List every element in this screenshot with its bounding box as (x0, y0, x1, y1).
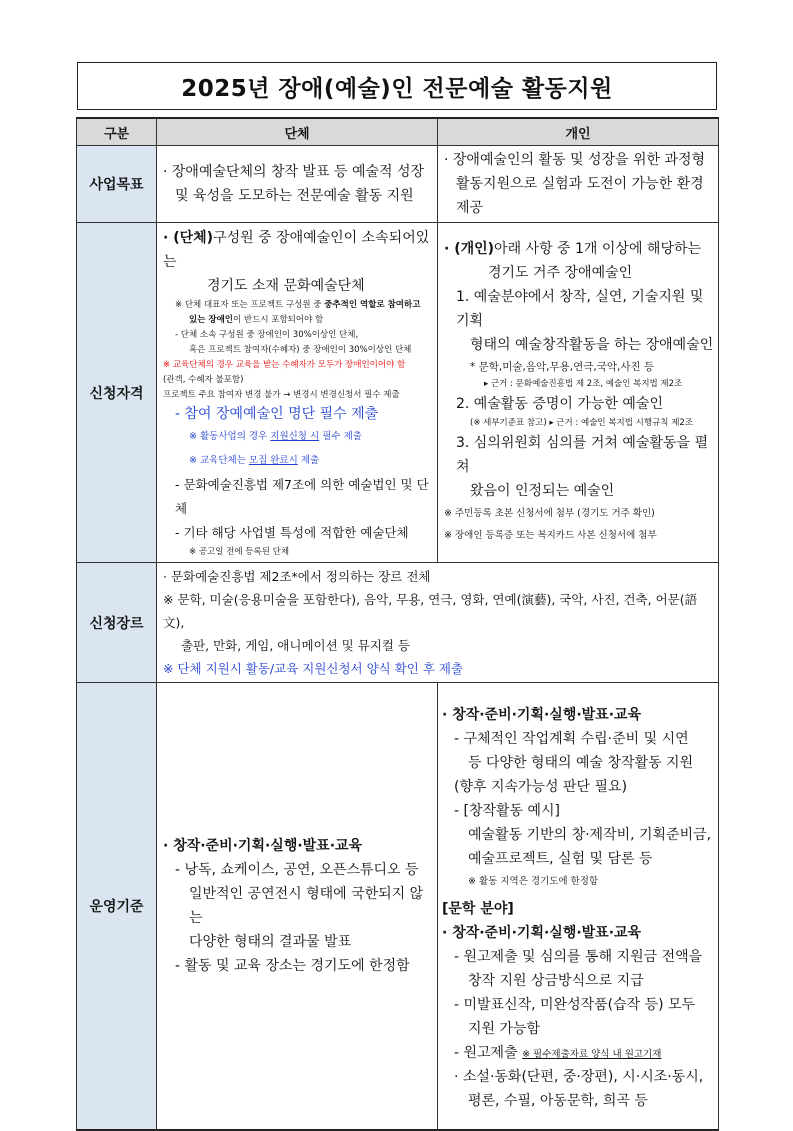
elig-group-n5: 프로젝트 주요 참여자 변경 불가 → 변경시 변경신청서 필수 제출 (163, 390, 400, 400)
elig-group-n1b: 중추적인 역할로 참여하고 (324, 300, 421, 310)
elig-indiv-i1d: ▸ 근거 : 문화예술진흥법 제 2조, 예술인 복지법 제2조 (484, 379, 683, 389)
crit-indiv-c5b: ※ 필수제출자료 양식 내 원고기재 (522, 1049, 662, 1060)
genre-l3: 출판, 만화, 게임, 애니메이션 및 뮤지컬 등 (181, 638, 410, 653)
goal-indiv-cell (438, 146, 719, 223)
crit-group-a1: - 낭독, 쇼케이스, 공연, 오픈스튜디오 등 (175, 861, 419, 878)
elig-group-m2b: 지원신청 시 (270, 431, 320, 442)
crit-indiv-c6: · 소설·동화(단편, 중·장편), 시·시조·동시, (454, 1069, 704, 1085)
crit-group-h: · 창작·준비·기획·실행·발표·교육 (163, 837, 363, 854)
crit-indiv-h2: · 창작·준비·기획·실행·발표·교육 (442, 925, 642, 941)
header-group: 단체 (157, 118, 438, 146)
elig-group-n4: (관객, 수혜자 불포함) (163, 375, 244, 385)
elig-indiv-n2: ※ 장애인 등록증 또는 복지카드 사본 신청서에 첨부 (444, 530, 657, 541)
crit-indiv-b3: 예술프로젝트, 실험 및 담론 등 (468, 851, 653, 867)
crit-indiv-c5a: - 원고제출 (454, 1045, 523, 1061)
elig-group-d3: ※ 공고일 전에 등록된 단체 (189, 547, 290, 557)
crit-indiv-lit: [문학 분야] (442, 901, 514, 917)
genre-row (77, 563, 719, 683)
elig-group-m1: - 참여 장예예술인 명단 필수 제출 (175, 406, 379, 422)
elig-group-m2c: 필수 제출 (319, 431, 362, 442)
genre-cell (157, 563, 719, 683)
crit-indiv-a1: - 구체적인 작업계획 수립·준비 및 시연 (454, 731, 689, 747)
eligibility-row (77, 223, 719, 563)
goal-indiv-line2: 활동지원으로 실험과 도전이 가능한 환경 제공 (456, 176, 704, 216)
crit-group-b1: - 활동 및 교육 장소는 경기도에 한정함 (175, 957, 410, 974)
crit-indiv-b1: - [창작활동 예시] (454, 803, 561, 819)
crit-indiv-c2: 창작 지원 상금방식으로 지급 (468, 973, 644, 989)
elig-group-l2: 경기도 소재 문화예술단체 (207, 278, 365, 294)
elig-group-m3a: ※ 교육단체는 (189, 455, 249, 466)
crit-group-a2: 일반적인 공연전시 형태에 국한되지 않는 (189, 885, 424, 926)
goal-label: 사업목표 (77, 146, 157, 223)
crit-indiv-c3: - 미발표신작, 미완성작품(습작 등) 모두 (454, 997, 696, 1013)
elig-indiv-l1: 아래 사항 중 1개 이상에 해당하는 (494, 241, 702, 257)
elig-group-n1a: ※ 단체 대표자 또는 프로젝트 구성원 중 (175, 300, 325, 310)
elig-indiv-i3a: 3. 심의위원회 심의를 거쳐 예술활동을 펼쳐 (456, 435, 708, 475)
goal-group-line1: · 장애예술단체의 창작 발표 등 예술적 성장 (163, 164, 425, 180)
page-title: 2025년 장애(예술)인 전문예술 활동지원 (77, 62, 717, 110)
elig-group-m2a: ※ 활동사업의 경우 (189, 431, 271, 442)
elig-indiv-tag: · (개인) (444, 241, 495, 257)
header-category: 구분 (77, 118, 157, 146)
elig-group-n1c: 있는 장애인 (189, 315, 234, 325)
elig-group-n1d: 이 반드시 포함되어야 함 (233, 315, 324, 325)
elig-indiv-i2a: 2. 예술활동 증명이 가능한 예술인 (456, 396, 663, 412)
genre-l2: ※ 문학, 미술(응용미술을 포함한다), 음악, 무용, 연극, 영화, 연예(演藝), 국악, 사진, 건축, 어문(語文), (163, 592, 698, 630)
elig-group-d1: - 문화예술진흥법 제7조에 의한 예술법인 및 단체 (175, 477, 429, 516)
goal-row (77, 146, 719, 223)
program-table (76, 117, 719, 1131)
elig-indiv-i3b: 왔음이 인정되는 예술인 (470, 483, 615, 499)
elig-indiv-l2: 경기도 거주 장애예술인 (488, 265, 633, 281)
crit-indiv-b2: 예술활동 기반의 창·제작비, 기획준비금, (468, 827, 712, 843)
crit-indiv-h: · 창작·준비·기획·실행·발표·교육 (442, 707, 642, 723)
criteria-group-cell (157, 683, 438, 1130)
genre-label: 신청장르 (77, 563, 157, 683)
elig-indiv-i1a: 1. 예술분야에서 창작, 실연, 기술지원 및 기획 (456, 289, 704, 329)
goal-group-cell (157, 146, 438, 223)
header-individual: 개인 (438, 118, 719, 146)
criteria-indiv-cell (438, 683, 719, 1130)
elig-indiv-i1b: 형태의 예술창작활동을 하는 장애예술인 (470, 337, 714, 353)
elig-group-d2: - 기타 해당 사업별 특성에 적합한 예술단체 (175, 525, 409, 540)
elig-group-m3c: 제출 (297, 455, 320, 466)
elig-indiv-n1: ※ 주민등록 초본 신청서에 첨부 (경기도 거주 확인) (444, 508, 655, 519)
criteria-label: 운영기준 (77, 683, 157, 1130)
crit-indiv-c7: 평론, 수필, 아동문학, 희곡 등 (468, 1093, 648, 1109)
elig-group-n3: ※ 교육단체의 경우 교육을 받는 수혜자가 모두가 장애인이어야 함 (163, 360, 406, 370)
eligibility-group-cell (157, 223, 438, 563)
crit-indiv-a2: 등 다양한 형태의 예술 창작활동 지원 (468, 755, 694, 771)
crit-indiv-c1: - 원고제출 및 심의를 통해 지원금 전액을 (454, 949, 703, 965)
crit-group-a3: 다양한 형태의 결과물 발표 (189, 933, 352, 950)
elig-group-l1: 구성원 중 장애예술인이 소속되어있는 (163, 230, 430, 270)
eligibility-label: 신청자격 (77, 223, 157, 563)
genre-l1: · 문화예술진흥법 제2조*에서 정의하는 장르 전체 (163, 569, 431, 584)
criteria-row (77, 683, 719, 1130)
genre-l4: ※ 단체 지원시 활동/교육 지원신청서 양식 확인 후 제출 (163, 661, 464, 676)
crit-indiv-c4: 지원 가능함 (468, 1021, 541, 1037)
crit-indiv-a3: (향후 지속가능성 판단 필요) (454, 779, 628, 795)
elig-group-n2b: 혹은 프로젝트 참여자(수혜자) 중 장애인이 30%이상인 단체 (189, 345, 412, 355)
goal-group-line2: 및 육성을 도모하는 전문예술 활동 지원 (175, 188, 414, 204)
goal-indiv-line1: · 장애예술인의 활동 및 성장을 위한 과정형 (444, 152, 706, 168)
crit-indiv-b4: ※ 활동 지역은 경기도에 한정함 (468, 876, 599, 887)
eligibility-indiv-cell (438, 223, 719, 563)
elig-indiv-i1c: * 문학,미술,음악,무용,연극,국악,사진 등 (470, 361, 655, 373)
elig-group-m3b: 모집 완료시 (248, 455, 298, 466)
elig-indiv-i2c: ▸ 근거 : 예술인 복지법 시행규칙 제2조 (546, 418, 694, 428)
header-row (77, 118, 719, 146)
elig-group-tag: · (단체) (163, 230, 214, 246)
elig-group-n2a: - 단체 소속 구성원 중 장애인이 30%이상인 단체, (175, 330, 359, 340)
elig-indiv-i2b: (※ 세부기준표 참고) (470, 418, 547, 428)
